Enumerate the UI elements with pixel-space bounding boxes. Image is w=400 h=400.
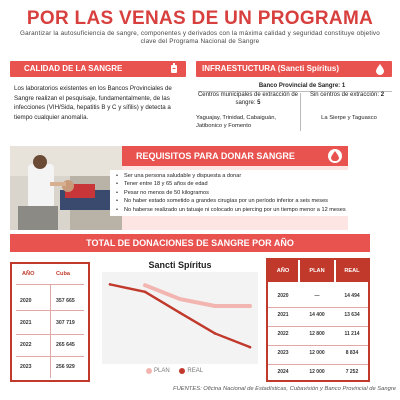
ss-year: 2022: [277, 331, 289, 337]
legend-plan: [146, 368, 170, 374]
table-row: [16, 360, 84, 374]
data-point-plan: [249, 305, 252, 308]
ss-year: 2020: [277, 293, 289, 299]
ss-plan-value: 12 800: [309, 331, 325, 337]
ss-year: 2024: [277, 369, 289, 375]
infra-con: [196, 91, 300, 107]
cuba-row-divider: [16, 334, 84, 335]
cuba-header-year: AÑO: [22, 271, 35, 277]
cuba-row-divider: [16, 310, 84, 311]
infra-sin: [302, 91, 392, 99]
data-point-real: [109, 283, 112, 286]
infra-sin-value: 2: [380, 92, 385, 98]
cuba-table: [10, 262, 90, 382]
cuba-year: 2020: [20, 298, 32, 304]
ss-header-year: AÑO: [268, 260, 298, 282]
ss-plan-value: —: [314, 293, 320, 299]
ss-year: 2021: [277, 312, 289, 318]
data-point-real: [249, 346, 252, 349]
data-point-plan: [214, 305, 217, 308]
legend-plan-swatch: [146, 368, 152, 374]
ss-real-value: 14 494: [344, 293, 360, 299]
ss-real-value: 8 834: [345, 350, 359, 356]
calidad-header: [10, 61, 186, 77]
cuba-header-country: Cuba: [56, 271, 70, 277]
blood-drop-icon: [374, 63, 386, 75]
requisito-item: • Pesar no menos de 50 kilogramos: [116, 189, 354, 197]
infra-sin-label: Sin centros de extracción:: [309, 92, 380, 98]
infra-banco: Banco Provincial de Sangre: 1: [258, 83, 346, 89]
table-row: [16, 338, 84, 352]
chart-plot-area: [102, 272, 258, 364]
calidad-heading: CALIDAD DE LA SANGRE: [24, 64, 123, 73]
infra-heading: INFRAESTUCTURA (Sancti Spíritus): [202, 64, 340, 73]
cuba-value: 265 645: [56, 342, 75, 348]
cuba-value: 307 719: [56, 320, 75, 326]
requisito-item: • No haberse realizado un tatuaje ni colocado un piercing por un tiempo menor a 12 meses: [116, 206, 354, 214]
ss-real-value: 7 252: [345, 369, 359, 375]
infra-sin-list: La Sierpe y Taguasco: [321, 115, 377, 121]
ss-year: 2023: [277, 350, 289, 356]
page-title: POR LAS VENAS DE UN PROGRAMA: [26, 8, 374, 29]
requisitos-header: REQUISITOS PARA DONAR SANGRE: [122, 146, 348, 166]
requisitos-list: [110, 170, 360, 216]
data-point-real: [179, 312, 182, 315]
data-point-real: [144, 291, 147, 294]
requisito-item: • Ser una persona saludable y dispuesta a donar: [116, 172, 354, 180]
cuba-year: 2023: [20, 364, 32, 370]
chart-svg: [98, 272, 262, 382]
ss-real-value: 13 634: [344, 312, 360, 318]
donor-photo: [10, 146, 122, 230]
ss-plan-value: 14 400: [309, 312, 325, 318]
page-subtitle: Garantizar la autosuficiencia de sangre, componentes y derivados con la máxima calidad y seguridad constituye objetivo clave del Programa Nacional de Sangre: [20, 30, 380, 45]
line-chart: [98, 258, 262, 382]
legend-real: [179, 368, 203, 374]
calidad-text: Los laboratorios existentes en los Bancos Provinciales de Sangre realizan el pesquisaje, fundamentalmente, de las infecciones (VIH/Sida, hepatitis B y C y sífilis) y detecta a tiempo cualquier anomalía.: [14, 85, 172, 121]
ss-real-value: 11 214: [344, 331, 360, 337]
sources-note: FUENTES: Oficina Nacional de Estadísticas, Cubavisión y Banco Provincial de Sangre: [173, 386, 396, 392]
data-point-plan: [144, 284, 147, 287]
ss-plan-value: 12 000: [309, 369, 325, 375]
requisito-item: • Tener entre 18 y 65 años de edad: [116, 180, 354, 188]
cuba-value: 256 929: [56, 364, 75, 370]
data-point-plan: [179, 298, 182, 301]
cuba-value: 357 665: [56, 298, 75, 304]
sancti-spiritus-table: [266, 258, 370, 382]
total-header: TOTAL DE DONACIONES DE SANGRE POR AÑO: [10, 234, 370, 252]
table-row: [16, 294, 84, 308]
infra-header: [196, 61, 392, 77]
legend-real-label: REAL: [187, 368, 204, 374]
infra-con-label: Centros municipales de extracción de sangre:: [197, 92, 299, 106]
table-row: [16, 316, 84, 330]
ss-plan-value: 12 000: [309, 350, 325, 356]
ss-header-real: REAL: [336, 260, 368, 282]
infra-con-list: Yaguajay, Trinidad, Cabaiguán, Jatibonico y Fomento: [196, 115, 277, 129]
cuba-year: 2021: [20, 320, 32, 326]
data-point-real: [214, 332, 217, 335]
requisito-item: • No haber estado sometido a grandes cirugías por un período inferior a seis meses: [116, 197, 354, 205]
blood-bag-icon: [168, 63, 180, 75]
cuba-year: 2022: [20, 342, 32, 348]
ss-header-plan: PLAN: [300, 260, 334, 282]
infra-con-value: 5: [257, 100, 261, 106]
infra-divider-v: [300, 93, 301, 131]
blood-drop-circle-icon: [328, 149, 342, 163]
cuba-row-divider: [16, 284, 84, 285]
chart-legend: [146, 368, 211, 376]
legend-plan-label: PLAN: [154, 368, 170, 374]
cuba-row-divider: [16, 356, 84, 357]
chart-title: Sancti Spíritus: [148, 260, 212, 270]
legend-real-swatch: [179, 368, 185, 374]
